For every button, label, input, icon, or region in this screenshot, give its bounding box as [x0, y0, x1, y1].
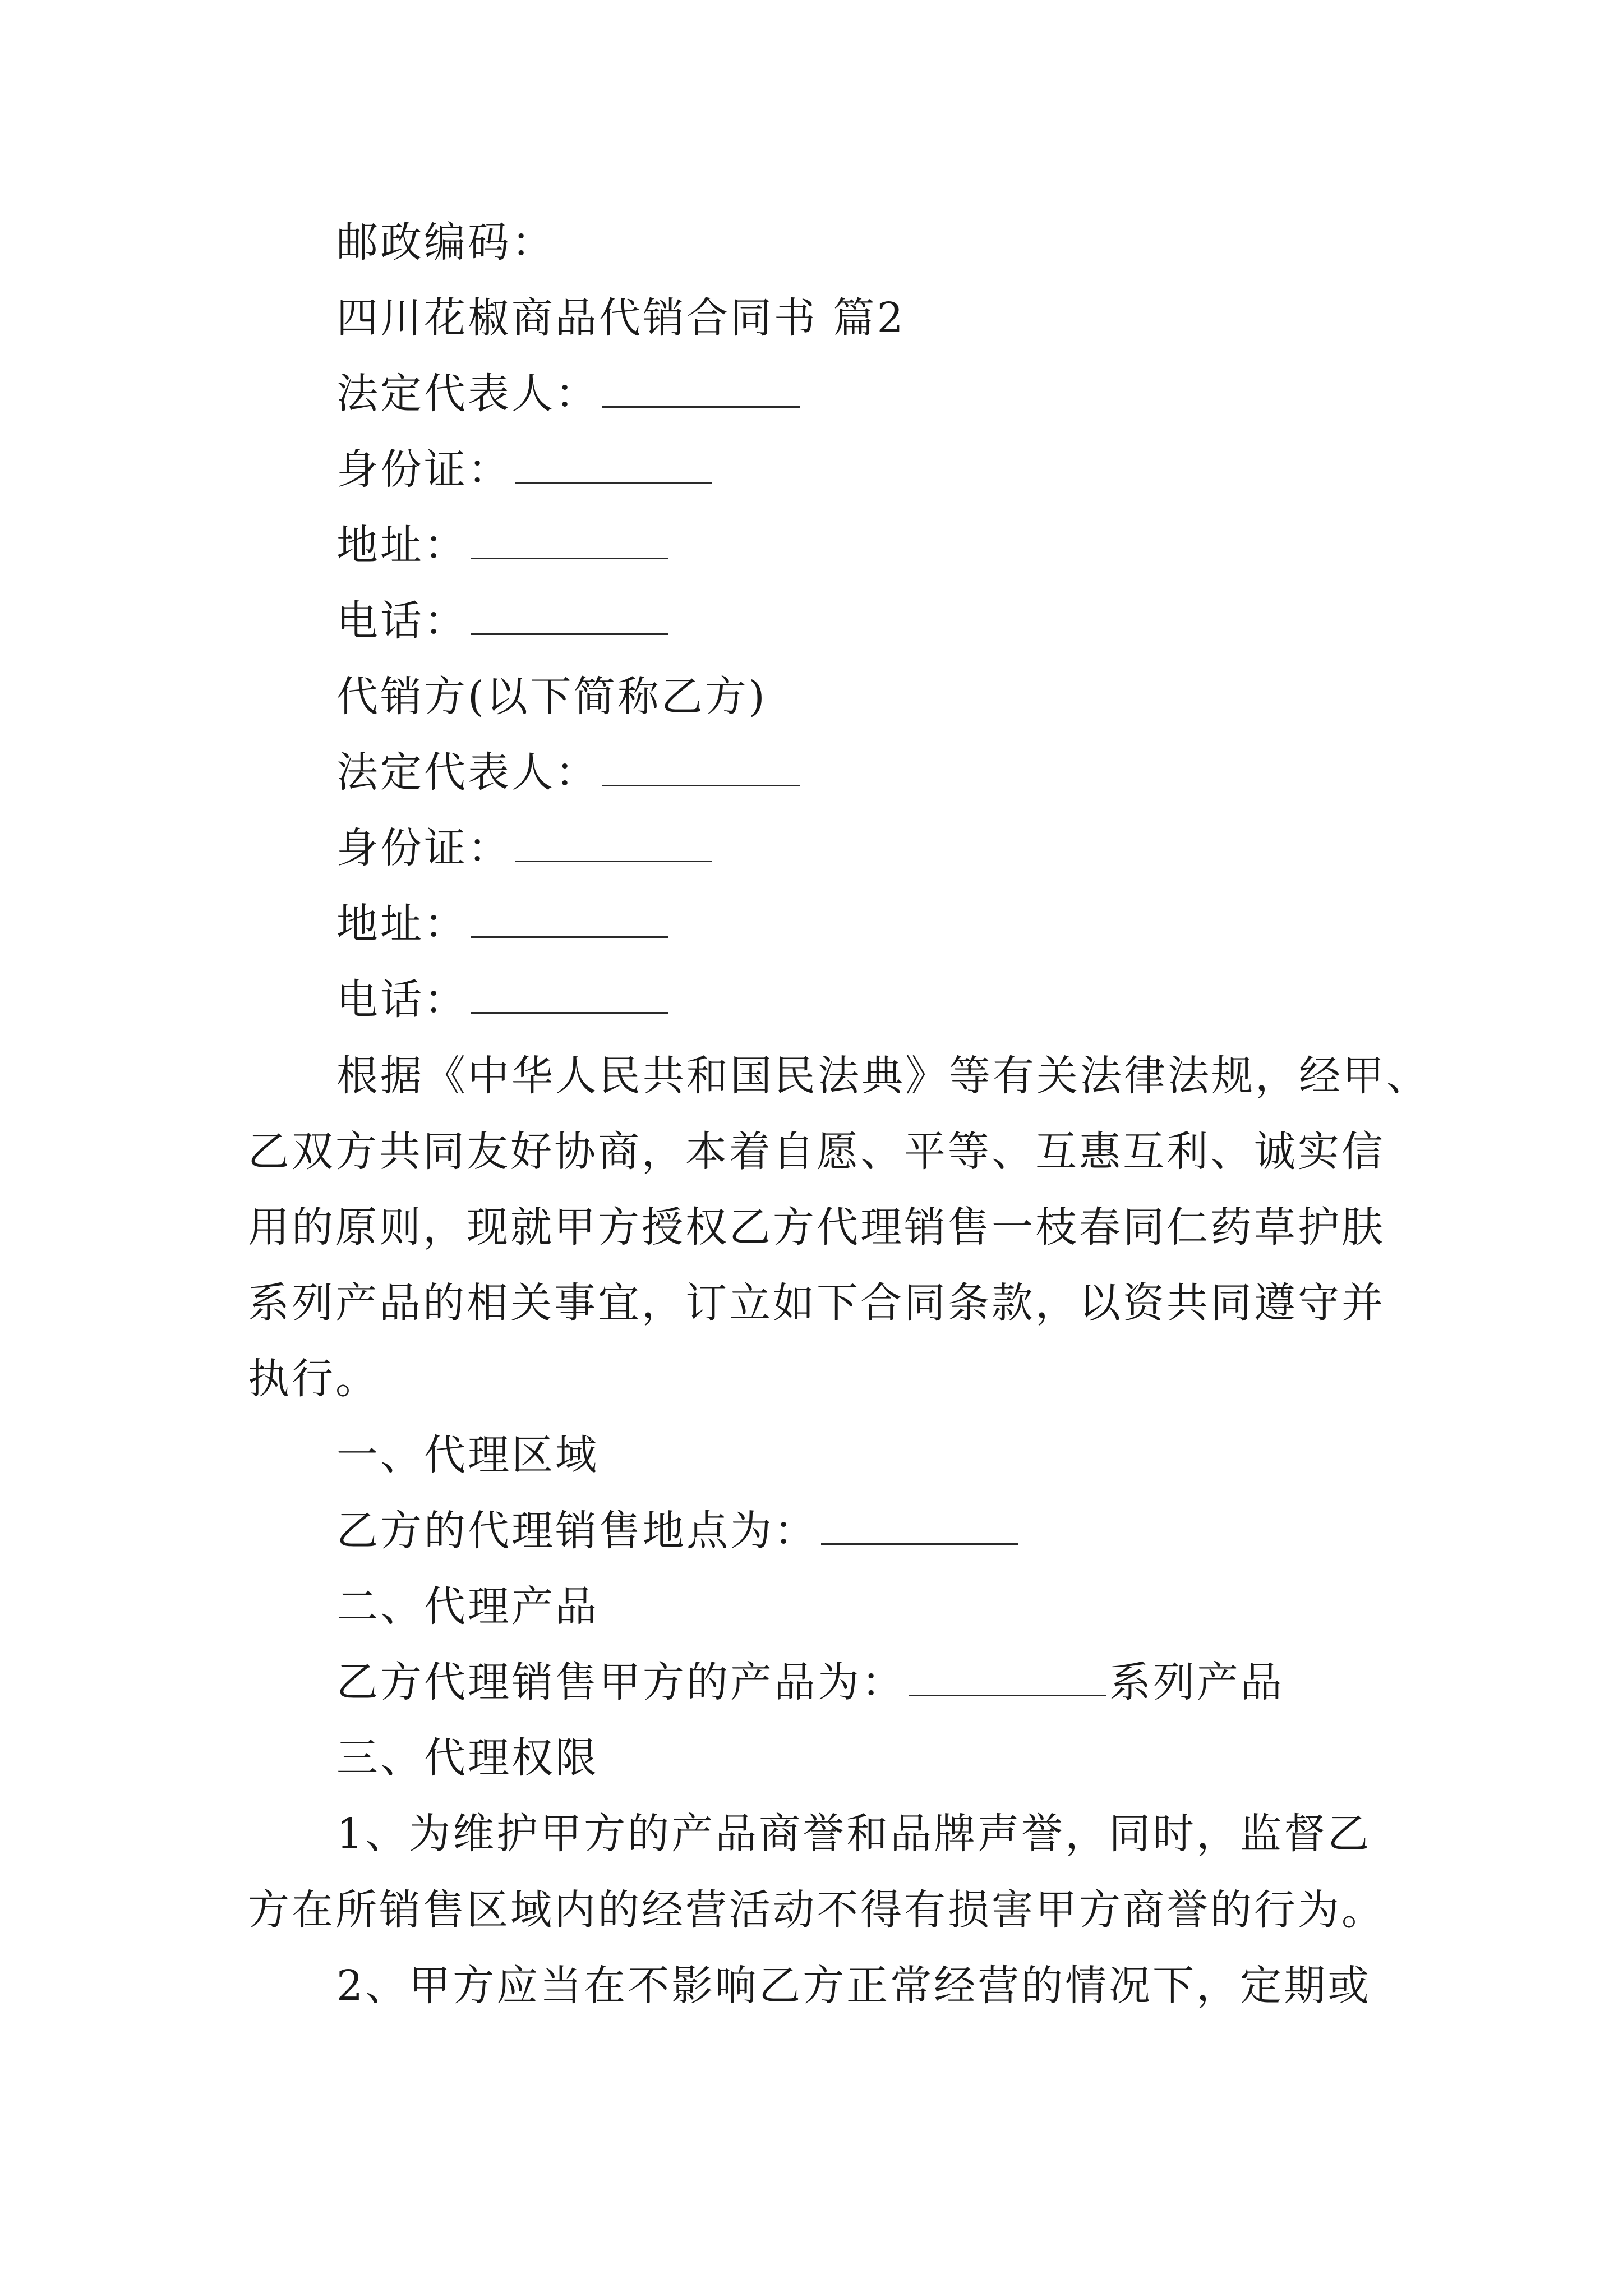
paragraph-line: 方在所销售区域内的经营活动不得有损害甲方商誉的行为。 — [248, 1886, 1385, 1934]
party-b-address-label: 地址： — [336, 900, 468, 948]
party-b-representative-blank — [602, 751, 800, 786]
party-b-phone-blank — [471, 978, 668, 1014]
party-a-id-line — [336, 443, 716, 496]
agency-area-label: 乙方的代理销售地点为： — [336, 1507, 818, 1555]
agency-product-suffix: 系列产品 — [1109, 1658, 1284, 1706]
agency-product-label: 乙方代理销售甲方的产品为： — [336, 1658, 905, 1706]
agency-product-line — [336, 1655, 1284, 1709]
party-a-representative-blank — [602, 372, 800, 408]
party-a-phone-line — [336, 594, 672, 648]
section-title-text: 四川花椒商品代销合同书 篇2 — [336, 294, 906, 342]
party-a-id-blank — [515, 448, 712, 484]
paragraph-line: 乙双方共同友好协商，本着自愿、平等、互惠互利、诚实信 — [248, 1128, 1385, 1176]
heading-agency-area: 一、代理区域 — [336, 1431, 599, 1479]
party-b-intro — [336, 670, 767, 724]
paragraph-line: 1、为维护甲方的产品商誉和品牌声誉，同时，监督乙 — [336, 1810, 1372, 1858]
party-b-id-line — [336, 821, 716, 875]
party-b-intro-text: 代销方(以下简称乙方) — [336, 673, 767, 721]
party-a-phone-blank — [471, 600, 668, 635]
party-a-address-blank — [471, 524, 668, 559]
postcode-line — [336, 215, 555, 269]
party-a-representative-line — [336, 367, 803, 421]
agency-product-blank — [909, 1661, 1106, 1696]
heading-agency-product: 二、代理产品 — [336, 1582, 599, 1631]
paragraph-line: 执行。 — [248, 1355, 379, 1403]
heading-agency-authority: 三、代理权限 — [336, 1734, 599, 1782]
party-b-address-line — [336, 897, 672, 951]
paragraph-line: 根据《中华人民共和国民法典》等有关法律法规，经甲、 — [336, 1052, 1430, 1100]
party-a-phone-label: 电话： — [336, 597, 468, 645]
party-b-representative-label: 法定代表人： — [336, 748, 599, 797]
paragraph-line: 用的原则，现就甲方授权乙方代理销售一枝春同仁药草护肤 — [248, 1203, 1385, 1251]
paragraph-line: 系列产品的相关事宜，订立如下合同条款，以资共同遵守并 — [248, 1279, 1385, 1327]
party-b-id-label: 身份证： — [336, 824, 511, 872]
section-title — [336, 291, 906, 345]
party-b-phone-line — [336, 973, 672, 1027]
paragraph-line: 2、甲方应当在不影响乙方正常经营的情况下，定期或 — [336, 1962, 1372, 2010]
party-b-phone-label: 电话： — [336, 976, 468, 1024]
postcode-label: 邮政编码： — [336, 218, 555, 266]
agency-area-line — [336, 1504, 1022, 1558]
party-a-id-label: 身份证： — [336, 445, 511, 494]
party-b-representative-line — [336, 746, 803, 799]
party-b-id-blank — [515, 827, 712, 862]
party-a-representative-label: 法定代表人： — [336, 370, 599, 418]
agency-area-blank — [821, 1510, 1018, 1545]
party-a-address-label: 地址： — [336, 521, 468, 569]
party-b-address-blank — [471, 903, 668, 938]
party-a-address-line — [336, 518, 672, 572]
